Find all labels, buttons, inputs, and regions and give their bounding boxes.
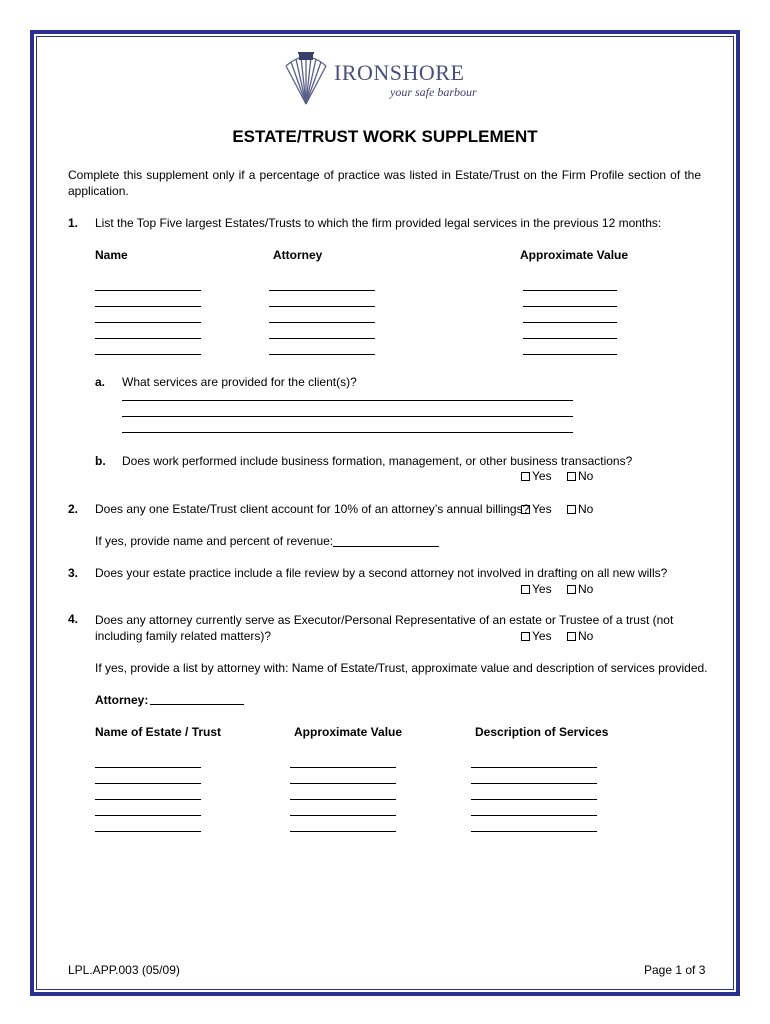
- q4-number: 4.: [68, 612, 79, 626]
- q4-yes-option[interactable]: Yes: [521, 629, 552, 643]
- q4-estate-field-3[interactable]: [95, 799, 201, 800]
- q4-value-field-2[interactable]: [290, 783, 396, 784]
- checkbox-icon[interactable]: [521, 505, 530, 514]
- q1-name-field-5[interactable]: [95, 354, 201, 355]
- q3-number: 3.: [68, 566, 79, 580]
- q3-text: Does your estate practice include a file review by a second attorney not involved in drafting on all new wills?: [95, 566, 668, 580]
- logo-brand: IRONSHORE: [334, 60, 465, 85]
- q1a-answer-line-2[interactable]: [122, 416, 573, 417]
- q1-attorney-field-3[interactable]: [269, 322, 375, 323]
- q4-estate-field-4[interactable]: [95, 815, 201, 816]
- q2-text: Does any one Estate/Trust client account for 10% of an attorney’s annual billings?: [95, 502, 530, 516]
- q1-value-field-3[interactable]: [523, 322, 617, 323]
- intro-text: Complete this supplement only if a percentage of practice was listed in Estate/Trust on the Firm Profile section of the application.: [68, 168, 701, 198]
- q1-number: 1.: [68, 216, 79, 230]
- q4-estate-field-5[interactable]: [95, 831, 201, 832]
- q1b-label: b.: [95, 454, 106, 468]
- footer-page-number: Page 1 of 3: [644, 963, 706, 977]
- checkbox-icon[interactable]: [567, 632, 576, 641]
- q2-revenue-field[interactable]: [333, 546, 439, 547]
- q1b-text: Does work performed include business formation, management, or other business transactions?: [122, 454, 633, 468]
- shell-logo-icon: [282, 52, 330, 108]
- q2-no-option[interactable]: No: [567, 502, 593, 516]
- q1-name-field-2[interactable]: [95, 306, 201, 307]
- checkbox-icon[interactable]: [567, 472, 576, 481]
- q4-attorney-field[interactable]: [150, 704, 244, 705]
- q4-desc-field-2[interactable]: [471, 783, 597, 784]
- checkbox-icon[interactable]: [521, 585, 530, 594]
- page-title: ESTATE/TRUST WORK SUPPLEMENT: [232, 127, 538, 146]
- q1a-label: a.: [95, 375, 106, 389]
- q1b-yes-option[interactable]: Yes: [521, 469, 552, 483]
- checkbox-icon[interactable]: [521, 632, 530, 641]
- q2-number: 2.: [68, 502, 79, 516]
- q1b-no-option[interactable]: No: [567, 469, 593, 483]
- q4-value-field-3[interactable]: [290, 799, 396, 800]
- q3-yes-option[interactable]: Yes: [521, 582, 552, 596]
- checkbox-icon[interactable]: [567, 505, 576, 514]
- q4-estate-field-1[interactable]: [95, 767, 201, 768]
- q4-value-field-4[interactable]: [290, 815, 396, 816]
- q2-yes-option[interactable]: Yes: [521, 502, 552, 516]
- q1-col-value: Approximate Value: [520, 248, 629, 262]
- q4-col-estate: Name of Estate / Trust: [95, 725, 222, 739]
- footer-form-id: LPL.APP.003 (05/09): [68, 963, 180, 977]
- q4-desc-field-1[interactable]: [471, 767, 597, 768]
- q1-name-field-3[interactable]: [95, 322, 201, 323]
- q1-name-field-1[interactable]: [95, 290, 201, 291]
- q1-value-field-1[interactable]: [523, 290, 617, 291]
- q1-col-name: Name: [95, 248, 128, 262]
- q4-estate-field-2[interactable]: [95, 783, 201, 784]
- q1-name-field-4[interactable]: [95, 338, 201, 339]
- q2-followup: If yes, provide name and percent of revenue:: [95, 534, 334, 548]
- q4-value-field-5[interactable]: [290, 831, 396, 832]
- checkbox-icon[interactable]: [567, 585, 576, 594]
- q1a-answer-line-1[interactable]: [122, 400, 573, 401]
- q1-value-field-5[interactable]: [523, 354, 617, 355]
- q4-value-field-1[interactable]: [290, 767, 396, 768]
- q1-value-field-2[interactable]: [523, 306, 617, 307]
- q4-text: Does any attorney currently serve as Executor/Personal Representative of an estate or Trustee of a trust (not including family related matters)?: [95, 613, 674, 643]
- q4-desc-field-3[interactable]: [471, 799, 597, 800]
- q1-col-attorney: Attorney: [273, 248, 323, 262]
- q1-text: List the Top Five largest Estates/Trusts to which the firm provided legal services in the previous 12 months:: [95, 216, 662, 230]
- q1-attorney-field-5[interactable]: [269, 354, 375, 355]
- q1-attorney-field-1[interactable]: [269, 290, 375, 291]
- q4-attorney-label: Attorney:: [95, 693, 149, 707]
- q4-desc-field-4[interactable]: [471, 815, 597, 816]
- q4-followup: If yes, provide a list by attorney with: Name of Estate/Trust, approximate value and description of services provided.: [95, 661, 708, 675]
- q1a-answer-line-3[interactable]: [122, 432, 573, 433]
- q3-no-option[interactable]: No: [567, 582, 593, 596]
- q4-no-option[interactable]: No: [567, 629, 593, 643]
- checkbox-icon[interactable]: [521, 472, 530, 481]
- q1-attorney-field-2[interactable]: [269, 306, 375, 307]
- q1-attorney-field-4[interactable]: [269, 338, 375, 339]
- q4-col-desc: Description of Services: [475, 725, 609, 739]
- q4-desc-field-5[interactable]: [471, 831, 597, 832]
- q1a-text: What services are provided for the client(s)?: [122, 375, 357, 389]
- q4-col-value: Approximate Value: [294, 725, 403, 739]
- q1-value-field-4[interactable]: [523, 338, 617, 339]
- logo-tagline: your safe barbour: [390, 85, 477, 99]
